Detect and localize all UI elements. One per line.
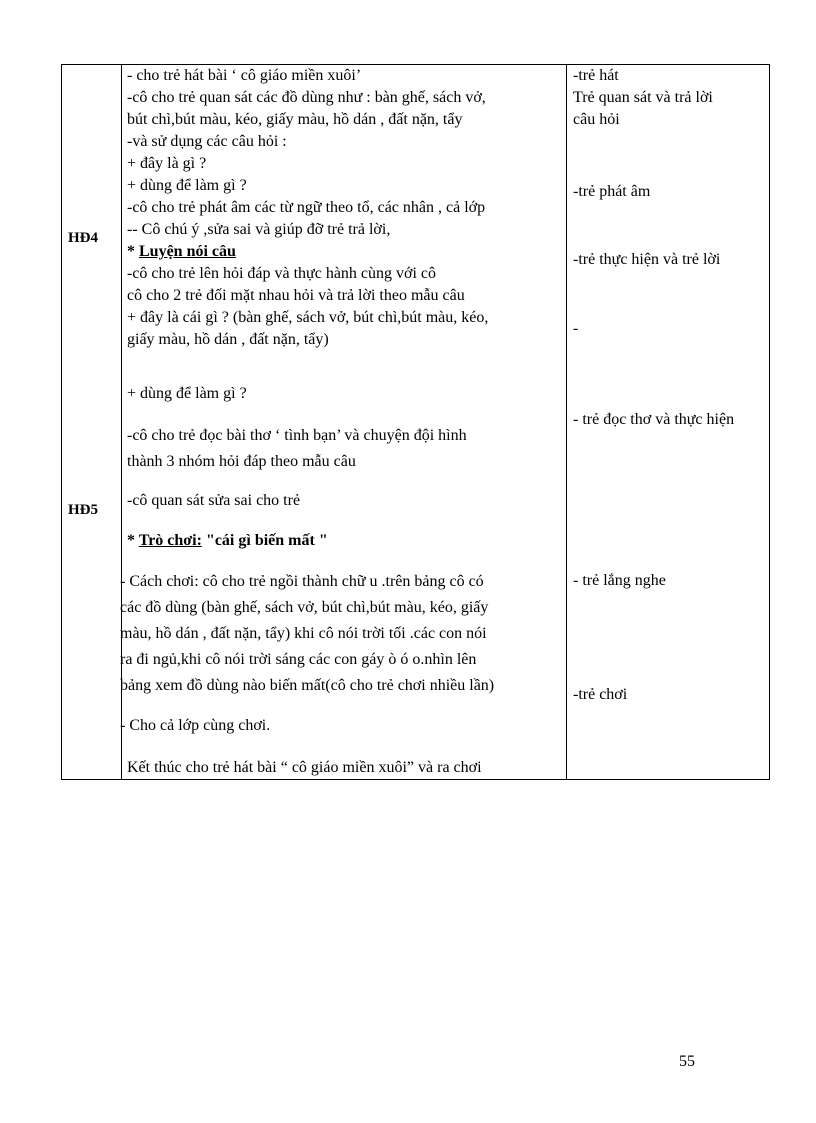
text-line: giấy màu, hồ dán , đất nặn, tẩy) (127, 331, 329, 348)
text-line: + đây là gì ? (127, 155, 207, 172)
text-line: màu, hồ dán , đất nặn, tẩy) khi cô nói trời tối .các con nói (120, 625, 487, 642)
text-line: bút chì,bút màu, kéo, giấy màu, hồ dán , đất nặn, tẩy (127, 111, 463, 128)
column-divider-right (566, 65, 567, 779)
text-line: câu hỏi (573, 111, 620, 128)
text-line: -trẻ phát âm (573, 183, 651, 200)
text-line: -trẻ chơi (573, 686, 628, 703)
middle-block-2 (127, 423, 565, 475)
middle-block-3 (120, 569, 558, 699)
text-line: - (573, 320, 579, 337)
activity-table (61, 64, 770, 780)
text-line: -và sử dụng các câu hỏi : (127, 133, 287, 150)
section-title-tro-choi: * Trò chơi: "cái gì biến mất " (127, 532, 328, 549)
text-line: - Cho cả lớp cùng chơi. (120, 717, 271, 734)
row-label-hd5: HĐ5 (68, 502, 98, 518)
right-block-1 (573, 65, 768, 131)
text-line: -cô cho trẻ quan sát các đồ dùng như : bàn ghế, sách vở, (127, 89, 486, 106)
text-line: -- Cô chú ý ,sửa sai và giúp đỡ trẻ trả lời, (127, 221, 391, 238)
right-line-9 (573, 684, 768, 706)
text-line: các đồ dùng (bàn ghế, sách vở, bút chì,bút màu, kéo, giấy (120, 599, 489, 616)
middle-line-13 (127, 383, 565, 405)
middle-block-1 (127, 65, 565, 351)
middle-section-2 (127, 530, 565, 552)
text-line: Kết thúc cho trẻ hát bài “ cô giáo miền xuôi” và ra chơi (127, 759, 482, 776)
page-number: 55 (679, 1053, 695, 1070)
text-line: -cô cho trẻ phát âm các từ ngữ theo tổ, các nhân , cả lớp (127, 199, 486, 216)
middle-line-22 (120, 715, 558, 737)
text-line: - cho trẻ hát bài ‘ cô giáo miền xuôi’ (127, 67, 362, 84)
text-line: -trẻ thực hiện và trẻ lời (573, 251, 721, 268)
right-line-5 (573, 249, 768, 271)
text-line: + dùng để làm gì ? (127, 385, 247, 402)
middle-line-23 (127, 757, 565, 779)
text-line: -cô cho trẻ lên hỏi đáp và thực hành cùng với cô (127, 265, 437, 282)
text-line: -cô cho trẻ đọc bài thơ ‘ tình bạn’ và chuyện đội hình (127, 427, 467, 444)
text-line: + dùng để làm gì ? (127, 177, 247, 194)
right-line-6 (573, 318, 768, 340)
text-line: Trẻ quan sát và trả lời (573, 89, 713, 106)
text-line: bảng xem đồ dùng nào biến mất(cô cho trẻ chơi nhiều lần) (120, 677, 495, 694)
section-title-luyen-noi-cau: * Luyện nói câu (127, 243, 236, 260)
text-line: + đây là cái gì ? (bàn ghế, sách vở, bút chì,bút màu, kéo, (127, 309, 489, 326)
text-line: - trẻ lắng nghe (573, 572, 666, 589)
right-line-4 (573, 181, 768, 203)
row-label-hd4: HĐ4 (68, 230, 98, 246)
right-line-8 (573, 570, 768, 592)
text-line: - trẻ đọc thơ và thực hiện (573, 411, 735, 428)
right-line-7 (573, 409, 768, 431)
text-line: - Cách chơi: cô cho trẻ ngồi thành chữ u .trên bảng cô có (120, 573, 484, 590)
text-line: ra đi ngủ,khi cô nói trời sáng các con gáy ò ó o.nhìn lên (120, 651, 477, 668)
middle-line-16 (127, 490, 565, 512)
text-line: thành 3 nhóm hỏi đáp theo mẫu câu (127, 453, 356, 470)
text-line: -cô quan sát sửa sai cho trẻ (127, 492, 301, 509)
text-line: -trẻ hát (573, 67, 619, 84)
text-line: cô cho 2 trẻ đối mặt nhau hỏi và trả lời theo mẫu câu (127, 287, 465, 304)
